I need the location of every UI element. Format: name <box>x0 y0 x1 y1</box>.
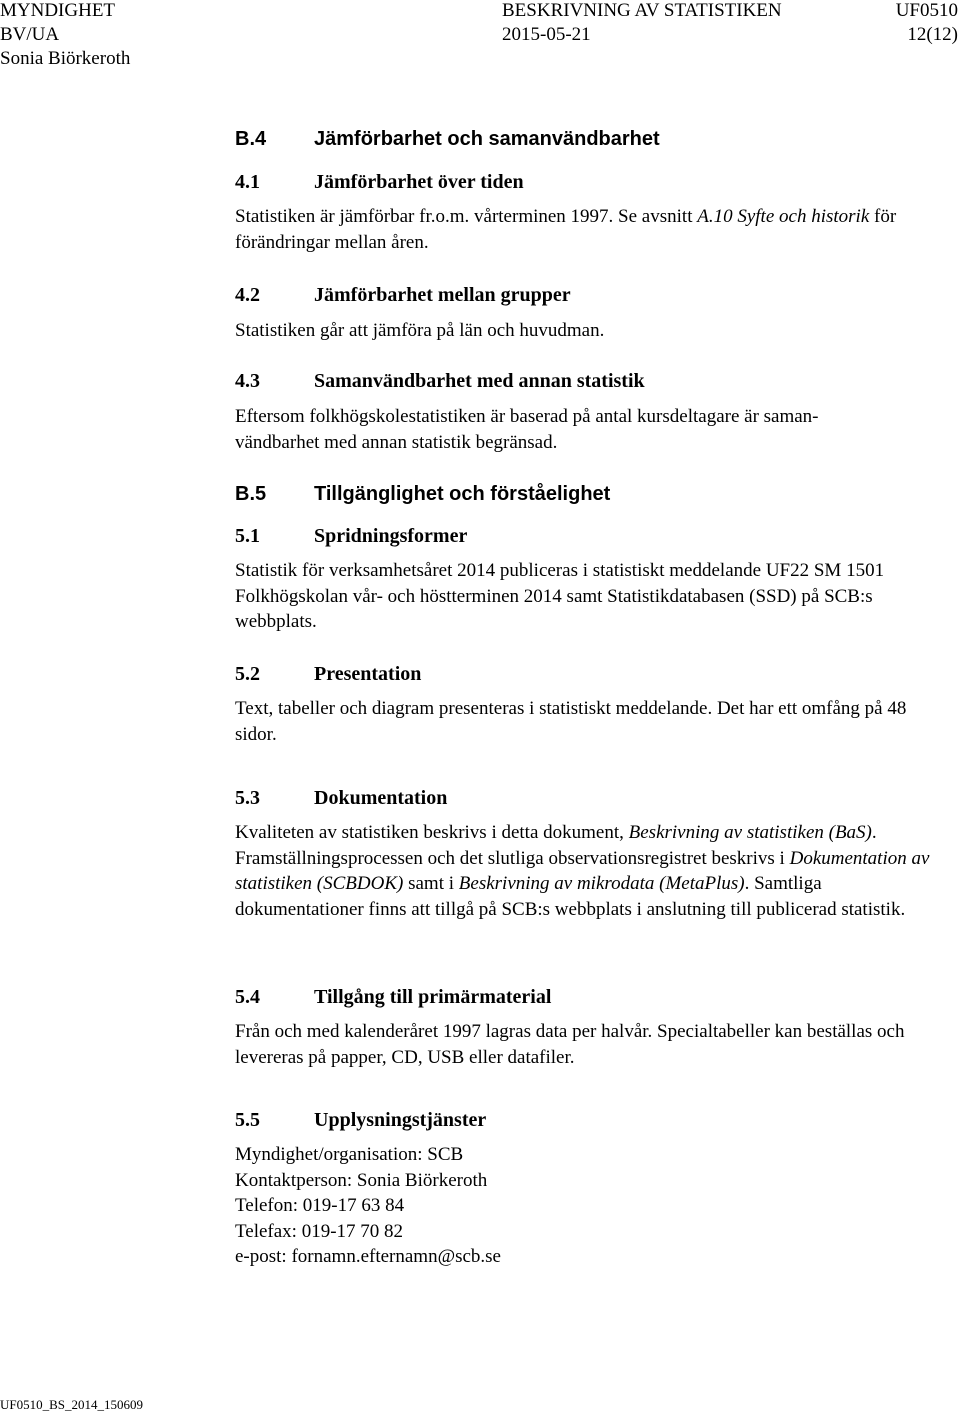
section-number: 5.5 <box>235 1109 260 1131</box>
header-date: 2015-05-21 <box>502 24 591 45</box>
section-5-3-text: Kvaliteten av statistiken beskrivs i detta dokument, Beskrivning av statistiken (BaS). Framställningsprocessen och det slutliga observationsregistret beskrivs i Dokumentation av statistiken (SCBDOK) samt i Beskrivning av mikrodata (MetaPlus). Samtliga dokumentationer finns att tillgå på SCB:s webbplats i anslutning till publicerad statistik. <box>235 822 930 920</box>
section-title: Tillgång till primärmaterial <box>314 986 552 1008</box>
cross-reference: A.10 Syfte och historik <box>697 206 870 227</box>
section-5-4-heading <box>235 985 935 1009</box>
section-title: Samanvändbarhet med annan statistik <box>314 370 645 392</box>
section-number: 5.3 <box>235 787 260 809</box>
contact-info <box>235 1142 935 1270</box>
section-4-1-heading <box>235 170 935 194</box>
section-number: 5.1 <box>235 525 260 547</box>
section-b4-heading <box>235 127 935 151</box>
section-5-3-heading <box>235 786 935 810</box>
section-title: Jämförbarhet och samanvändbarhet <box>314 128 660 150</box>
footer-code: UF0510_BS_2014_150609 <box>0 1397 144 1412</box>
section-4-3-text: Eftersom folkhögskolestatistiken är baserad på antal kursdeltagare är saman- vändbarhet med annan statistik begränsad. <box>235 406 819 453</box>
header-agency: MYNDIGHET <box>0 0 116 21</box>
contact-fax: Telefax: 019-17 70 82 <box>235 1220 404 1242</box>
section-5-5-heading <box>235 1108 935 1132</box>
section-number: 5.4 <box>235 986 260 1008</box>
header-unit: BV/UA <box>0 24 60 45</box>
section-5-1-heading <box>235 524 935 548</box>
header-doc-title: BESKRIVNING AV STATISTIKEN <box>502 0 782 21</box>
section-title: Dokumentation <box>314 787 448 809</box>
header-code: UF0510 <box>895 0 958 21</box>
contact-phone: Telefon: 019-17 63 84 <box>235 1195 405 1216</box>
section-number: B.4 <box>235 128 267 150</box>
contact-email: e-post: fornamn.efternamn@scb.se <box>235 1246 501 1267</box>
section-b5-heading <box>235 482 935 506</box>
section-4-2-heading <box>235 283 935 307</box>
contact-organisation: Myndighet/organisation: SCB <box>235 1144 464 1165</box>
section-4-3-heading <box>235 369 935 393</box>
document-reference: Dokumentation av statistiken (SCBDOK) <box>235 847 930 894</box>
document-reference: Beskrivning av mikrodata (MetaPlus) <box>458 873 745 894</box>
section-5-2-heading <box>235 662 935 686</box>
document-reference: Beskrivning av statistiken (BaS) <box>628 822 872 843</box>
section-title: Jämförbarhet mellan grupper <box>314 284 571 306</box>
section-4-2-text: Statistiken går att jämföra på län och huvudman. <box>235 320 605 341</box>
contact-person: Kontaktperson: Sonia Biörkeroth <box>235 1169 488 1191</box>
section-5-1-text: Statistik för verksamhetsåret 2014 publiceras i statistiskt meddelande UF22 SM 1501 Folkhögskolan vår- och höstterminen 2014 samt Statistikdatabasen (SSD) på SCB:s webbplats. <box>235 560 885 632</box>
section-5-2-text: Text, tabeller och diagram presenteras i statistiskt meddelande. Det har ett omfång på 48 sidor. <box>235 698 907 745</box>
section-number: 4.1 <box>235 171 260 193</box>
header-author: Sonia Biörkeroth <box>0 48 131 69</box>
section-title: Spridningsformer <box>314 525 468 547</box>
section-4-1-text: Statistiken är jämförbar fr.o.m. vårterminen 1997. Se avsnitt A.10 Syfte och historik för förändringar mellan åren. <box>235 206 897 253</box>
section-title: Jämförbarhet över tiden <box>314 171 524 193</box>
section-number: 4.3 <box>235 370 260 392</box>
section-title: Presentation <box>314 663 422 685</box>
section-title: Upplysningstjänster <box>314 1109 487 1131</box>
section-title: Tillgänglighet och förståelighet <box>314 483 611 505</box>
section-number: 5.2 <box>235 663 260 685</box>
section-number: 4.2 <box>235 284 260 306</box>
section-number: B.5 <box>235 483 267 505</box>
section-5-4-text: Från och med kalenderåret 1997 lagras data per halvår. Specialtabeller kan beställas och levereras på papper, CD, USB eller datafiler. <box>235 1021 905 1068</box>
header-page-number: 12(12) <box>907 24 958 45</box>
